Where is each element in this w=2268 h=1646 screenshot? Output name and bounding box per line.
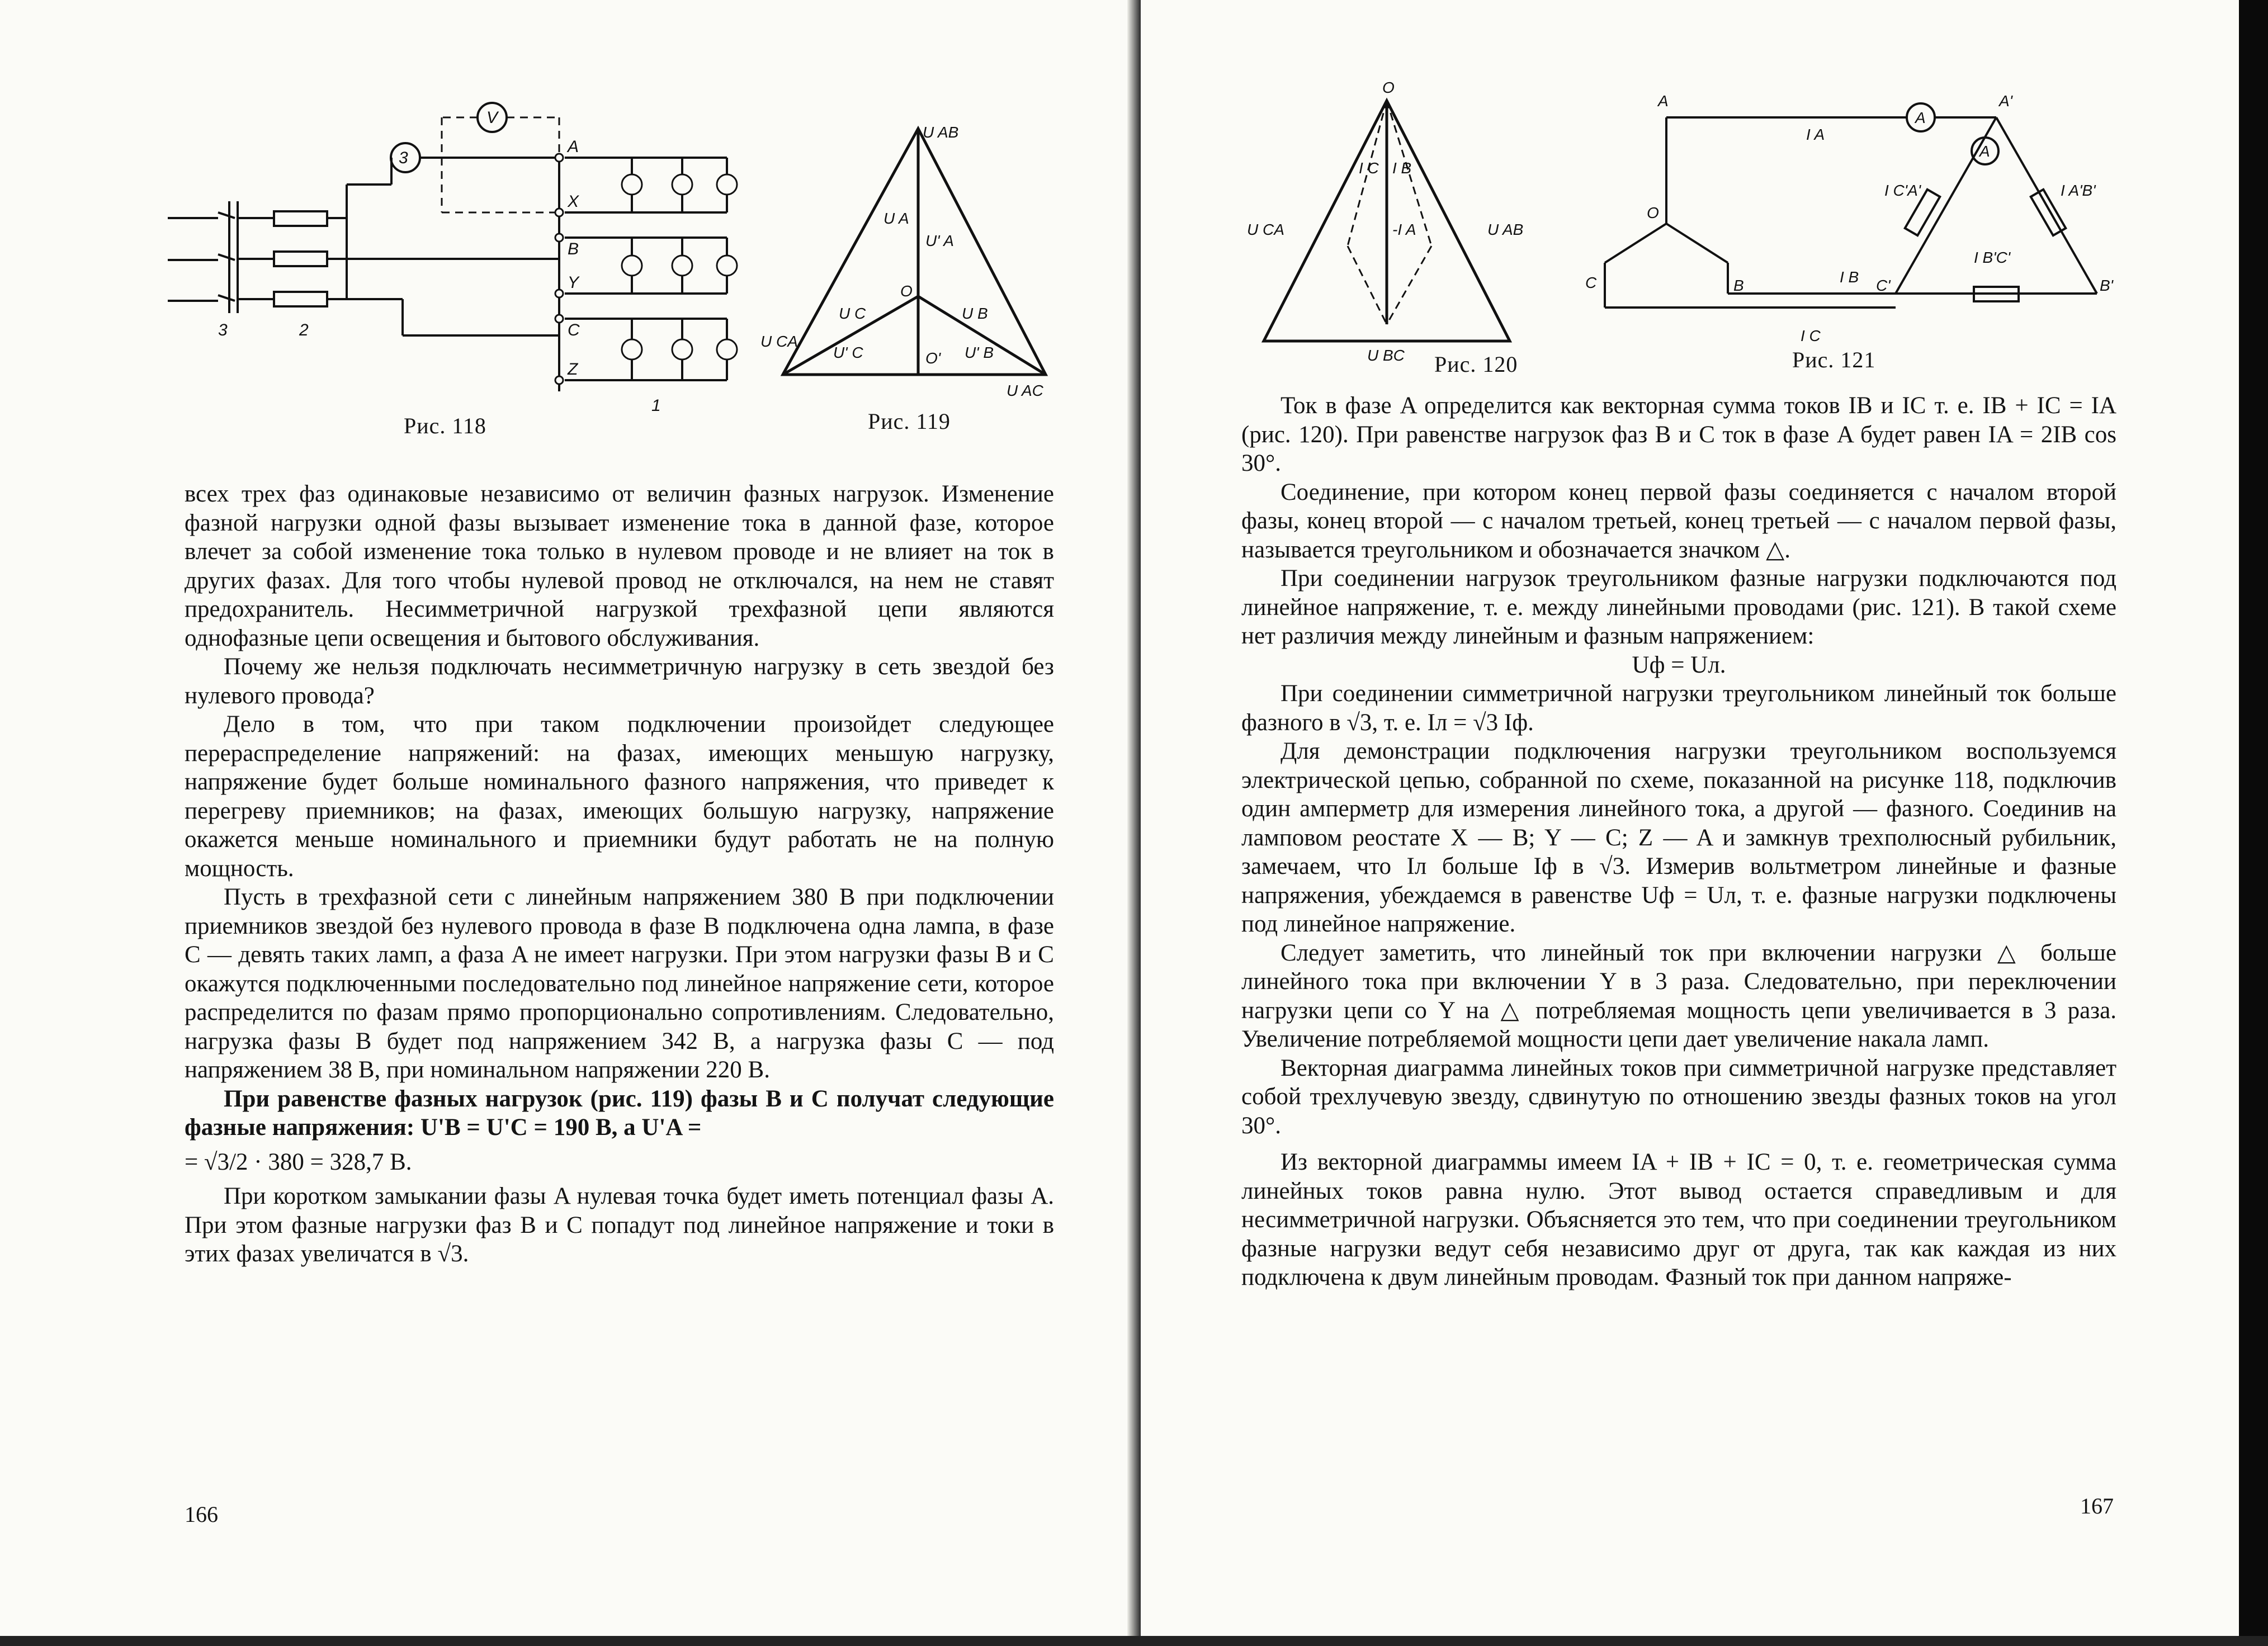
left-bold-formula: U'B = U'C = 190 В, а U'A = xyxy=(420,1114,702,1141)
fig119-UB: U B xyxy=(962,305,988,322)
fig120-O: O xyxy=(1382,79,1395,96)
left-text xyxy=(185,480,1054,1269)
fig119-UC: U C xyxy=(839,305,866,322)
right-paragraph-3: При соединении нагрузок треугольником фазные нагрузки подключаются под линейное напряжение, т. е. между линейными проводами (рис. 121). В такой схеме нет различия между линейным и фазным напряжением: xyxy=(1241,565,2116,649)
right-edge xyxy=(2239,0,2268,1646)
right-paragraph-6: Следует заметить, что линейный ток при включении нагрузки △ больше линейного тока при включении Y в 3 раза. Следовательно, при переключении нагрузки цепи со Y на △ потребляемая мощность цепи увеличивается в 3 раза. Увеличение потребляемой мощности цепи дает увеличение накала ламп. xyxy=(1241,939,2116,1052)
fig118-label-3: 3 xyxy=(218,321,228,339)
right-paragraph-5: Для демонстрации подключения нагрузки треугольником воспользуемся электрической цепью, собранной по схеме, показанной на рисунке 118, подключив один амперметр для измерения линейного тока, а другой — фазного. Соединив на ламповом реостате X — B; Y — C; Z — A и замкнув трехполюсный рубильник, замечаем, что Iл больше Iф в √3. Измерив вольтметром линейные и фазные напряжения, убеждаемся в равенстве Uф = Uл, т. е. фазные нагрузки подключены под линейное напряжение. xyxy=(1241,738,2116,937)
fig118-ammeter-label: 3 xyxy=(399,149,408,167)
fig121-IC: I C xyxy=(1801,327,1821,344)
fig121-label-B-prime: B' xyxy=(2100,277,2114,294)
fig119-UCA: U CA xyxy=(760,333,798,350)
left-paragraph-3: Дело в том, что при таком подключении произойдет следующее перераспределение напряжений: на фазах, имеющих меньшую нагрузку, напряжение будет больше номинального фазного напряжения, что приведет к перегреву приемников; на фазах, имеющих большую нагрузку, напряжение окажется меньше номинального и приемники будут работать не на полную мощность. xyxy=(185,711,1054,882)
figure-121 xyxy=(1549,78,2153,369)
fig119-UC-prime: U' C xyxy=(833,344,863,361)
figure-119 xyxy=(760,112,1062,403)
fig119-O: O xyxy=(900,282,913,300)
fig118-label-X: X xyxy=(568,192,579,211)
fig118-label-A: A xyxy=(568,138,579,156)
right-formula-1: Uф = Uл. xyxy=(1632,651,1726,678)
left-paragraph-1: всех трех фаз одинаковые независимо от величин фазных нагрузок. Изменение фазной нагрузки одной фазы вызывает изменение тока в данной фазе, которое влечет за собой изменение тока только в нулевом проводе и не влияет на ток в других фазах. Для того чтобы нулевой провод не отключался, на нем не ставят предохранитель. Несимметричной нагрузкой трехфазной цепи являются однофазные цепи освещения и бытового обслуживания. xyxy=(185,481,1054,651)
fig121-label-C: C xyxy=(1585,274,1597,291)
fig121-IBC: I B'C' xyxy=(1974,249,2011,266)
bottom-edge xyxy=(0,1636,2268,1646)
fig118-label-B: B xyxy=(568,240,579,258)
fig118-label-C: C xyxy=(568,321,580,339)
fig120-IC: I C xyxy=(1359,159,1379,177)
right-paragraph-2: Соединение, при котором конец первой фазы соединяется с началом второй фазы, конец второй — с началом третьей, конец третьей — с началом первой фазы, называется треугольником и обозначается значком △. xyxy=(1241,479,2116,563)
right-paragraph-4: При соединении симметричной нагрузки треугольником линейный ток больше фазного в √3, т. е. Iл = √3 Iф. xyxy=(1241,680,2116,736)
fig120-UAB: U AB xyxy=(1487,221,1524,238)
fig119-UAB: U AB xyxy=(923,124,959,141)
fig118-voltmeter-label: V xyxy=(486,108,498,127)
right-paragraph-7: Векторная диаграмма линейных токов при симметричной нагрузке представляет собой трехлучевую звезду, сдвинутую по отношению звезды фазных токов на угол 30°. xyxy=(1241,1054,2116,1139)
left-formula-line: = √3/2 · 380 = 328,7 В. xyxy=(185,1148,412,1175)
left-paragraph-last: При коротком замыкании фазы A нулевая точка будет иметь потенциал фазы A. При этом фазные нагрузки фаз B и C попадут под линейное напряжение и токи в этих фазах увеличатся в √3. xyxy=(185,1183,1054,1267)
left-paragraph-2: Почему же нельзя подключать несимметричную нагрузку в сеть звездой без нулевого провода? xyxy=(185,654,1054,709)
fig118-label-Z: Z xyxy=(568,360,578,379)
fig118-label-Y: Y xyxy=(568,273,579,292)
fig121-label-A: A xyxy=(1658,92,1669,110)
fig118-caption: Рис. 118 xyxy=(404,413,486,438)
fig121-IAB: I A'B' xyxy=(2061,182,2096,199)
left-paragraph-4: Пусть в трехфазной сети с линейным напряжением 380 В при подключении приемников звездой без нулевого провода в фазе B подключена одна лампа, в фазе C — девять таких ламп, а фаза A не имеет нагрузки. При этом нагрузки фазы B и C окажутся подключенными последовательно под линейное напряжение сети, которое распределится по фазам прямо пропорционально сопротивлениям. Следовательно, нагрузка фазы B будет под напряжением 342 В, а нагрузка фазы C — под напряжением 38 В, при номинальном напряжении 220 В. xyxy=(185,884,1054,1083)
fig120-UCA: U CA xyxy=(1247,221,1284,238)
left-bold-text: При равенстве фазных нагрузок (рис. 119) фазы B и C получат следующие фазные напряжения: xyxy=(185,1085,1054,1141)
left-page-number: 166 xyxy=(185,1502,218,1527)
fig121-label-A-prime: A' xyxy=(1999,92,2013,110)
fig118-label-1: 1 xyxy=(651,396,661,415)
right-page xyxy=(1141,0,2268,1646)
fig121-ICA: I C'A' xyxy=(1884,182,1921,199)
fig119-UA-prime: U' A xyxy=(925,232,954,249)
fig121-IB: I B xyxy=(1840,268,1859,286)
fig121-caption: Рис. 121 xyxy=(1792,347,1876,372)
fig118-label-2: 2 xyxy=(299,321,309,339)
fig120-IB: I B xyxy=(1392,159,1412,177)
fig121-label-B: B xyxy=(1733,277,1744,294)
figure-120 xyxy=(1247,78,1543,369)
fig120-IA: -I A xyxy=(1392,221,1416,238)
fig121-label-C-prime: C' xyxy=(1876,277,1891,294)
fig121-label-O: O xyxy=(1647,204,1659,221)
fig119-caption: Рис. 119 xyxy=(868,409,951,434)
right-paragraph-1: Ток в фазе A определится как векторная сумма токов IB и IC т. е. IB + IC = IA (рис. 120). При равенстве нагрузок фаз B и C ток в фазе A будет равен IA = 2IB cos 30°. xyxy=(1241,392,2116,476)
fig119-UB-prime: U' B xyxy=(965,344,994,361)
figure-118 xyxy=(157,89,760,415)
right-page-number: 167 xyxy=(2080,1493,2114,1519)
fig119-UAC: U AC xyxy=(1007,382,1043,399)
fig120-UBC: U BC xyxy=(1367,347,1405,364)
right-text xyxy=(1241,391,2116,1292)
fig119-UA: U A xyxy=(883,210,909,227)
fig120-caption: Рис. 120 xyxy=(1434,352,1518,377)
fig119-O-prime: O' xyxy=(925,349,941,367)
right-paragraph-8: Из векторной диаграммы имеем IA + IB + IC = 0, т. е. геометрическая сумма линейных токов равна нулю. Этот вывод остается справедливым и для несимметричной нагрузки. Объясняется это тем, что при соединении треугольником фазные нагрузки ведут себя независимо друг от друга, так как каждая из них подключена к двум линейным проводам. Фазный ток при данном напряже- xyxy=(1241,1149,2116,1290)
left-bold-paragraph xyxy=(185,1085,1054,1142)
fig121-ammeter-2: A xyxy=(1979,143,1990,160)
fig121-IA: I A xyxy=(1806,126,1825,143)
fig121-ammeter-1: A xyxy=(1915,109,1926,126)
